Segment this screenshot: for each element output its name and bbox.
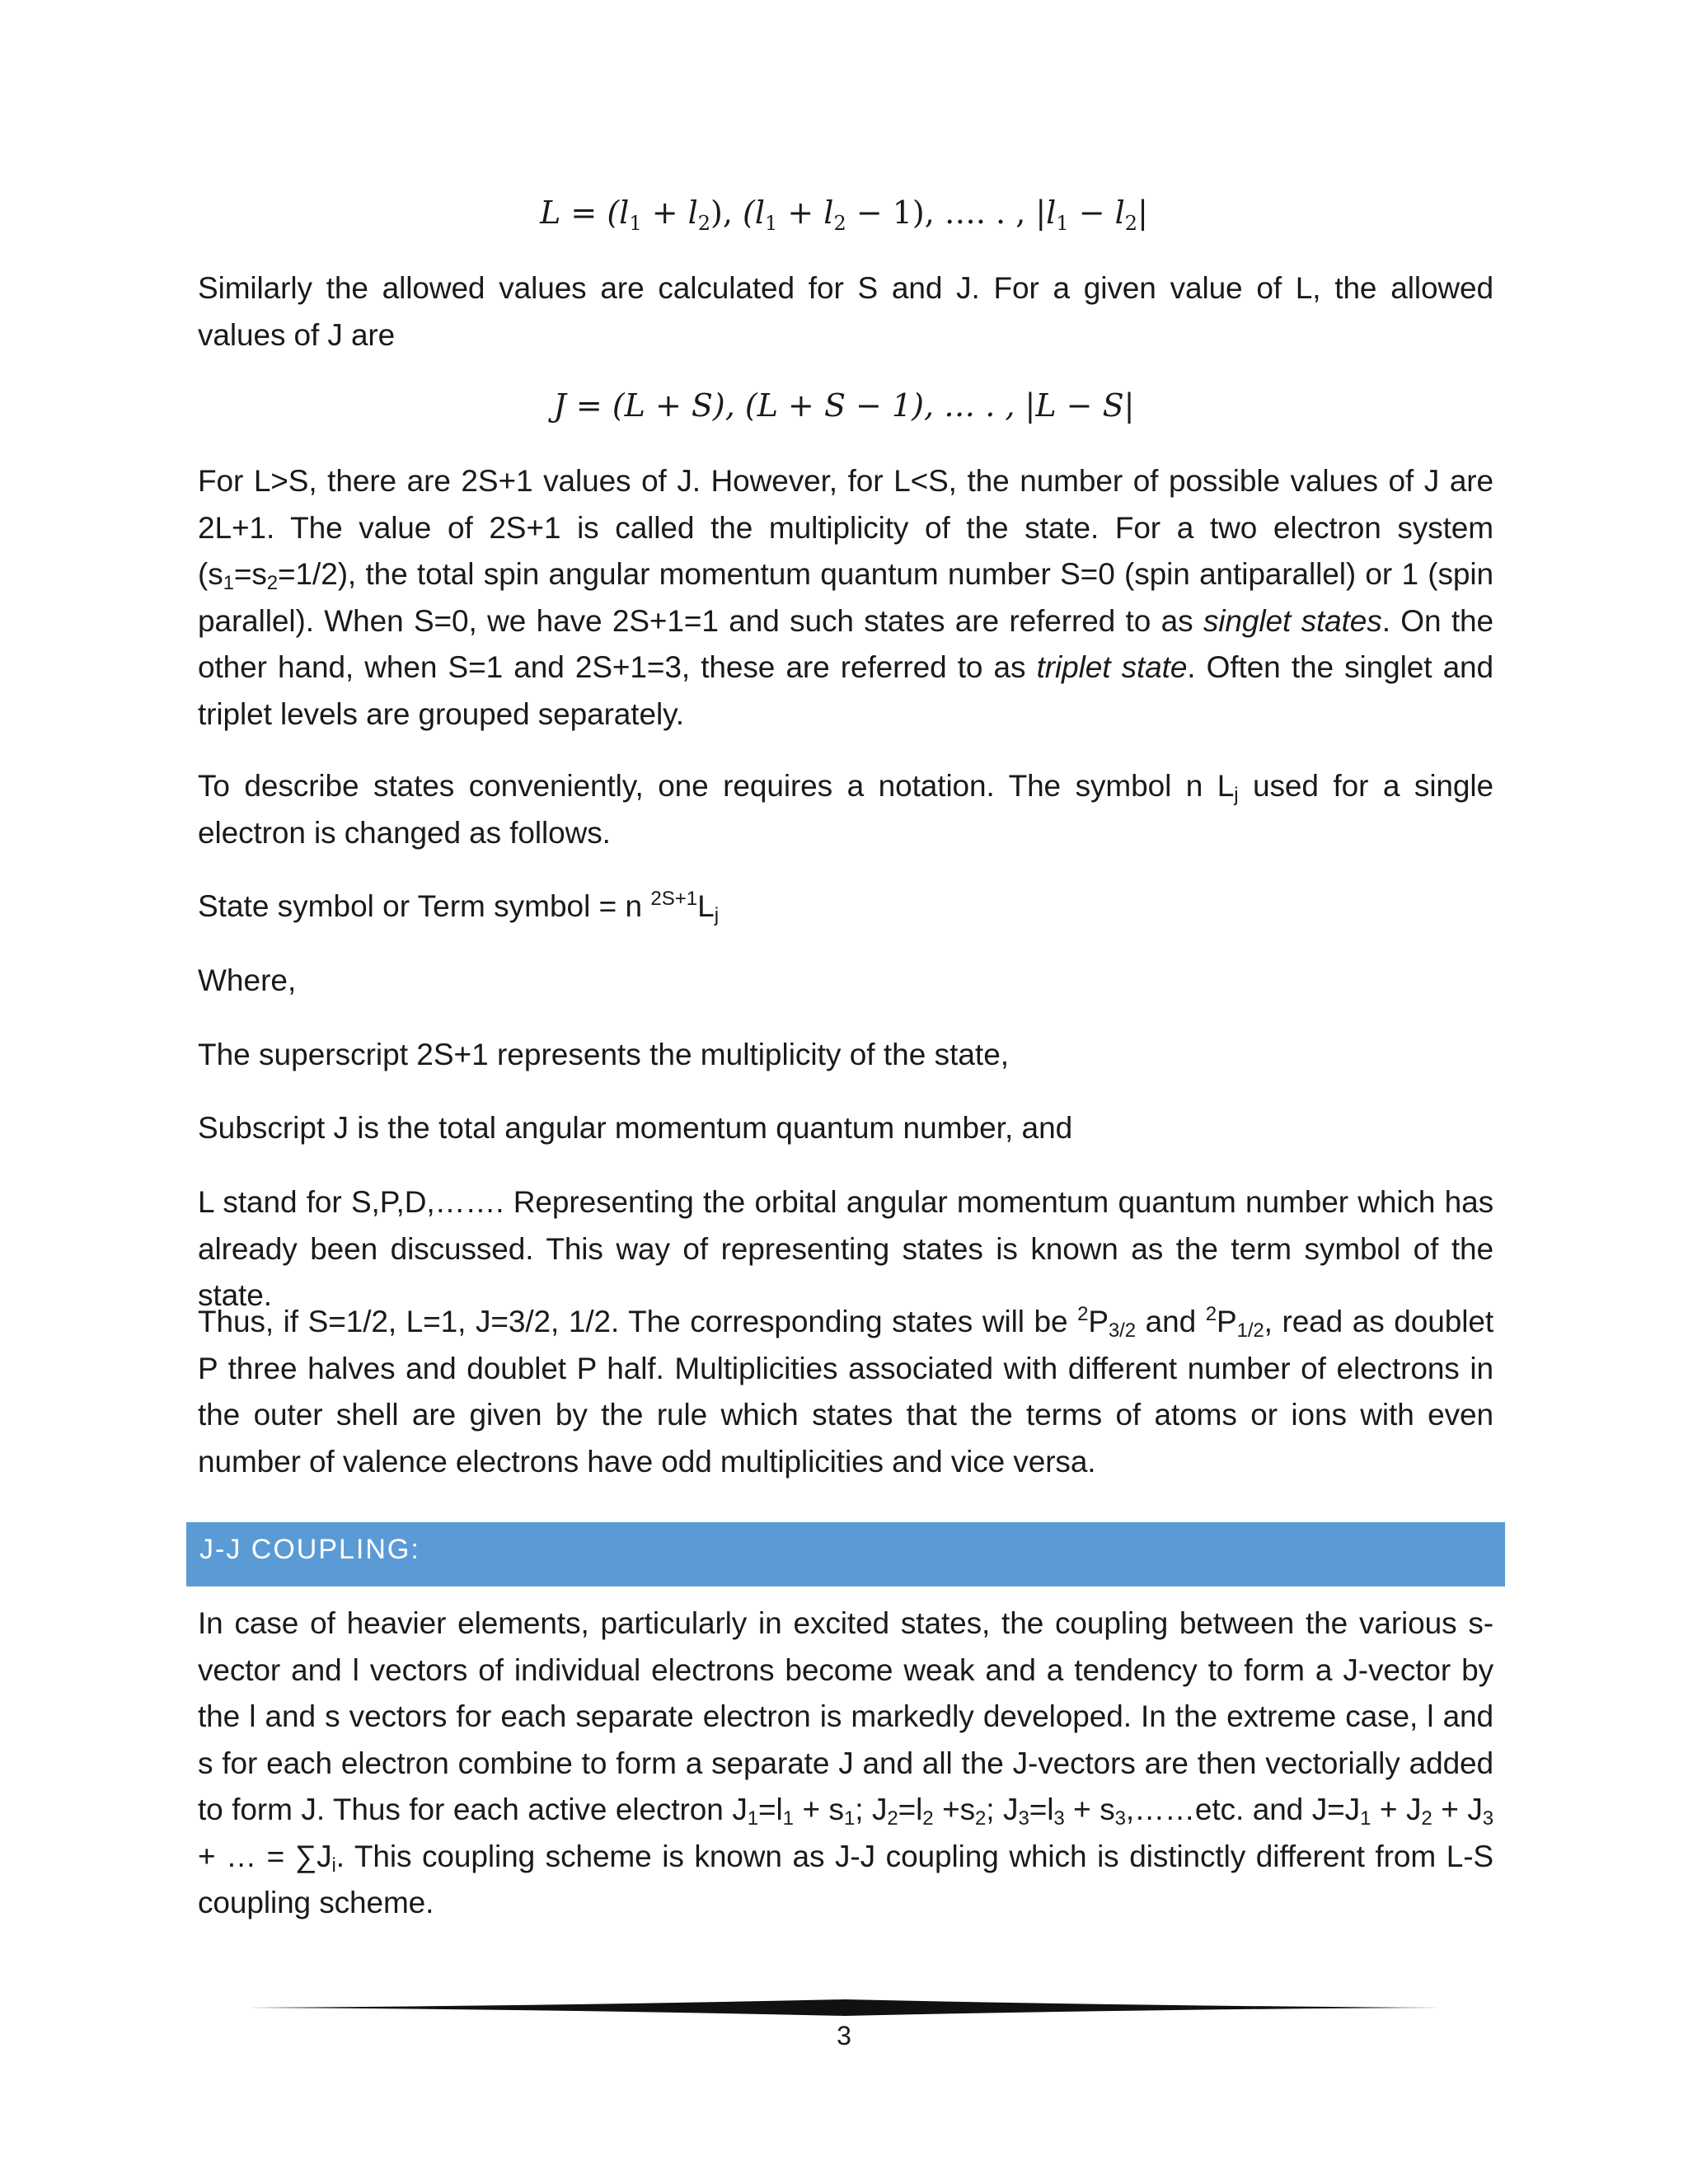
page-number: 3 [837,2021,851,2050]
section-heading-jj-coupling [186,1522,1505,1586]
footer-divider [249,1999,1441,2016]
paragraph-example: Thus, if S=1/2, L=1, J=3/2, 1/2. The corresponding states will be $^2P_{3/2}$ and $^2P_{1/2}$, read as doublet P three halves and doublet P half. Multiplicities associated with different number of electrons in the outer shell are given by the rule which states that the terms of atoms or ions with even number of valence electrons have odd multiplicities and vice versa. [198,1303,1493,1479]
singlet-term: singlet states [1203,603,1382,638]
paragraph-jj-coupling: In case of heavier elements, particularly in excited states, the coupling between the various s-vector and l vectors of individual electrons become weak and a tendency to form a J-vector by the l and s vectors for each separate electron is markedly developed. In the extreme case, l and s for each electron combine to form a separate J and all the J-vectors are then vectorially added to form J. Thus for each active electron $J_1=l_1 + s_1$; $J_2=l_2 +s_2$; $J_3=l_3$ + $s_3,\dots\dots etc$. and $J=J_1 + J_2 + J_3$ + … = $\sum J_i$. This coupling scheme is known as J-J coupling which is distinctly different from L-S coupling scheme. [198,1606,1493,1919]
paragraph-L-symbol: L stand for S,P,D,……. Representing the orbital angular momentum quantum number which has already been discussed. This way of representing states is known as the term symbol of the state. [198,1185,1493,1312]
equation-J: J = (L + S), (L + S − 1), … . , |L − S| [553,387,1135,424]
where-label: Where, [198,963,297,997]
paragraph-multiplicity: For L>S, there are 2S+1 values of J. However, for L<S, the number of possible values of J are 2L+1. The value of 2S+1 is called the multiplicity of the state. For a two electron system $(s_1=s_2=1/2)$, the total spin angular momentum quantum number S=0 (spin antiparallel) or 1 (spin parallel). When S=0, we have 2S+1=1 and such states are referred to as singlet states. On the other hand, when S=1 and 2S+1=3, these are referred to as triplet state. Often the singlet and triplet levels are grouped separately. [198,464,1494,731]
equation-L: $L = (l_1 + l_2)$, $(l_1 + l_2 - 1)$, …. . , $|l_1 - l_2|$ [540,194,1148,235]
triplet-term: triplet state [1036,650,1188,684]
superscript-explanation: The superscript 2S+1 represents the multiplicity of the state, [198,1038,1010,1071]
term-symbol-definition: State symbol or Term symbol = n $^{2S+1}L_j$ [198,888,720,926]
subscript-explanation: Subscript J is the total angular momentum quantum number, and [198,1111,1073,1145]
section-heading-text: J-J COUPLING: [199,1534,420,1565]
paragraph-notation: To describe states conveniently, one requires a notation. The symbol n $L_j$ used for a single electron is changed as follows. [198,769,1493,850]
paragraph-allowed-values: Similarly the allowed values are calculated for S and J. For a given value of L, the allowed values of J are [198,271,1493,352]
